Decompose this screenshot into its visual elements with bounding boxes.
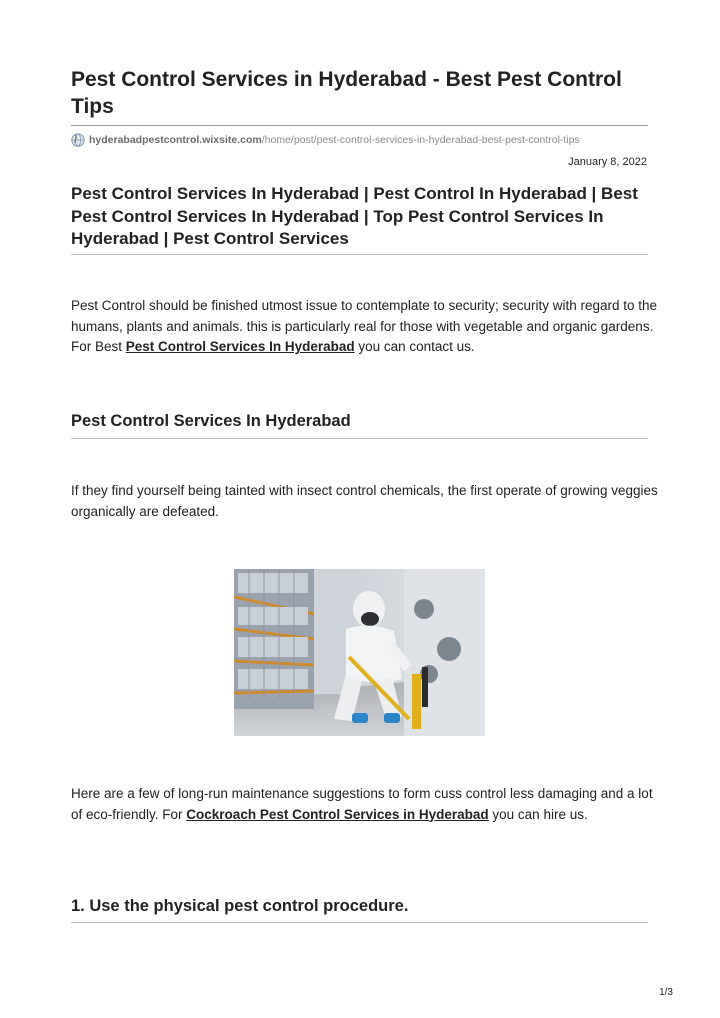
intro-text: Pest Control should be finished utmost issue to contemplate to security; security with regard to the humans, plants and animals. this is particularly real for those with vegetable and organic gardens. For Best bbox=[71, 298, 658, 354]
cockroach-pest-control-link[interactable]: Cockroach Pest Control Services in Hyderabad bbox=[186, 806, 489, 822]
heading-divider bbox=[71, 254, 648, 255]
pest-control-worker-photo bbox=[234, 569, 485, 736]
intro-text-end: you can contact us. bbox=[354, 339, 475, 354]
numbered-heading: 1. Use the physical pest control procedure. bbox=[71, 897, 409, 915]
publish-date: January 8, 2022 bbox=[568, 156, 647, 168]
article-heading-main: Pest Control Services In Hyderabad | Pest Control In Hyderabad | Best Pest Control Services In Hyderabad | Top Pest Control Services In Hyderabad | Pest Control Services bbox=[71, 184, 638, 248]
title-divider bbox=[71, 125, 648, 126]
tips-paragraph bbox=[71, 784, 661, 825]
document-title: Pest Control Services in Hyderabad - Best Pest Control Tips bbox=[71, 68, 622, 118]
source-path[interactable]: /home/post/pest-control-services-in-hyderabad-best-pest-control-tips bbox=[261, 134, 580, 146]
body-paragraph: If they find yourself being tainted with insect control chemicals, the first operate of growing veggies organically are defeated. bbox=[71, 483, 658, 519]
section-divider bbox=[71, 438, 648, 439]
globe-icon bbox=[71, 133, 85, 147]
page-number: 1/3 bbox=[659, 987, 673, 998]
tips-text: Here are a few of long-run maintenance suggestions to form cuss control less damaging and a lot of eco-friendly. For bbox=[71, 786, 653, 822]
source-domain-link[interactable]: hyderabadpestcontrol.wixsite.com bbox=[89, 134, 262, 146]
tips-text-end: you can hire us. bbox=[488, 806, 588, 822]
pest-control-services-link[interactable]: Pest Control Services In Hyderabad bbox=[125, 339, 355, 354]
warehouse-fumigation-image bbox=[234, 569, 485, 736]
numbered-heading-divider bbox=[71, 922, 648, 923]
intro-paragraph bbox=[71, 296, 661, 358]
section-heading: Pest Control Services In Hyderabad bbox=[71, 412, 351, 430]
source-line bbox=[71, 132, 580, 148]
